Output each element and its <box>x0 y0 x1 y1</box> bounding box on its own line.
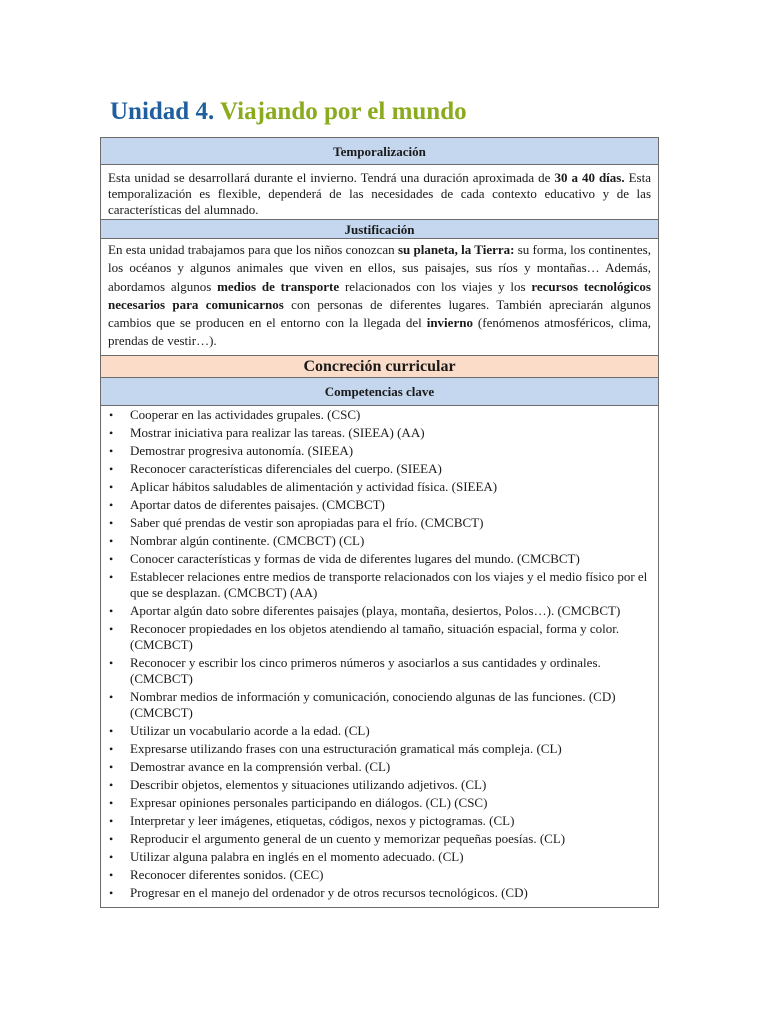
list-item: • Reproducir el argumento general de un cuento y memorizar pequeñas poesías. (CL) <box>101 831 658 847</box>
list-item: • Expresarse utilizando frases con una estructuración gramatical más compleja. (CL) <box>101 741 658 757</box>
list-item: • Establecer relaciones entre medios de transporte relacionados con los viajes y el medio físico por el que se desplazan. (CMCBCT) (AA) <box>101 569 658 601</box>
list-item: • Progresar en el manejo del ordenador y de otros recursos tecnológicos. (CD) <box>101 885 658 901</box>
justificacion-header: Justificación <box>101 219 658 239</box>
list-item: • Reconocer diferentes sonidos. (CEC) <box>101 867 658 883</box>
list-item: • Conocer características y formas de vida de diferentes lugares del mundo. (CMCBCT) <box>101 551 658 567</box>
list-item: • Mostrar iniciativa para realizar las tareas. (SIEEA) (AA) <box>101 425 658 441</box>
list-item: • Nombrar medios de información y comunicación, conociendo algunas de las funciones. (CD) (CMCBCT) <box>101 689 658 721</box>
list-item: • Aplicar hábitos saludables de alimentación y actividad física. (SIEEA) <box>101 479 658 495</box>
unit-name: Viajando por el mundo <box>220 98 467 125</box>
list-item: • Reconocer propiedades en los objetos atendiendo al tamaño, situación espacial, forma y color. (CMCBCT) <box>101 621 658 653</box>
temporalizacion-text: Esta unidad se desarrollará durante el invierno. Tendrá una duración aproximada de 30 a 40 días. Esta temporalización es flexible, dependerá de las necesidades de cada contexto educativo y de las características del alumnado. <box>108 170 651 217</box>
page-title <box>110 98 467 126</box>
list-item: • Aportar datos de diferentes paisajes. (CMCBCT) <box>101 497 658 513</box>
justificacion-text: En esta unidad trabajamos para que los niños conozcan su planeta, la Tierra: su forma, los continentes, los océanos y algunos animales que viven en ellos, sus paisajes, sus ríos y montañas… Además, abordamos algunos medios de transporte relacionados con los viajes y los recursos tecnológicos necesarios para comunicarnos con personas de diferentes lugares. También apreciarán algunos cambios que se producen en el entorno con la llegada del invierno (fenómenos atmosféricos, clima, prendas de vestir…). <box>101 239 658 356</box>
temporalizacion-header: Temporalización <box>101 138 658 165</box>
list-item: • Aportar algún dato sobre diferentes paisajes (playa, montaña, desiertos, Polos…). (CMCBCT) <box>101 603 658 619</box>
list-item: • Expresar opiniones personales participando en diálogos. (CL) (CSC) <box>101 795 658 811</box>
list-item: • Cooperar en las actividades grupales. (CSC) <box>101 407 658 423</box>
list-item: • Reconocer y escribir los cinco primeros números y asociarlos a sus cantidades y ordinales. (CMCBCT) <box>101 655 658 687</box>
list-item: • Interpretar y leer imágenes, etiquetas, códigos, nexos y pictogramas. (CL) <box>101 813 658 829</box>
list-item: • Demostrar avance en la comprensión verbal. (CL) <box>101 759 658 775</box>
competencias-list <box>101 406 658 907</box>
unit-number: Unidad 4. <box>110 98 215 125</box>
competencias-header: Competencias clave <box>101 378 658 406</box>
list-item: • Demostrar progresiva autonomía. (SIEEA) <box>101 443 658 459</box>
unit-table <box>100 137 659 908</box>
list-item: • Reconocer características diferenciales del cuerpo. (SIEEA) <box>101 461 658 477</box>
list-item: • Utilizar alguna palabra en inglés en el momento adecuado. (CL) <box>101 849 658 865</box>
list-item: • Utilizar un vocabulario acorde a la edad. (CL) <box>101 723 658 739</box>
list-item: • Saber qué prendas de vestir son apropiadas para el frío. (CMCBCT) <box>101 515 658 531</box>
list-item: • Nombrar algún continente. (CMCBCT) (CL) <box>101 533 658 549</box>
concrecion-header: Concreción curricular <box>101 356 658 378</box>
list-item: • Describir objetos, elementos y situaciones utilizando adjetivos. (CL) <box>101 777 658 793</box>
